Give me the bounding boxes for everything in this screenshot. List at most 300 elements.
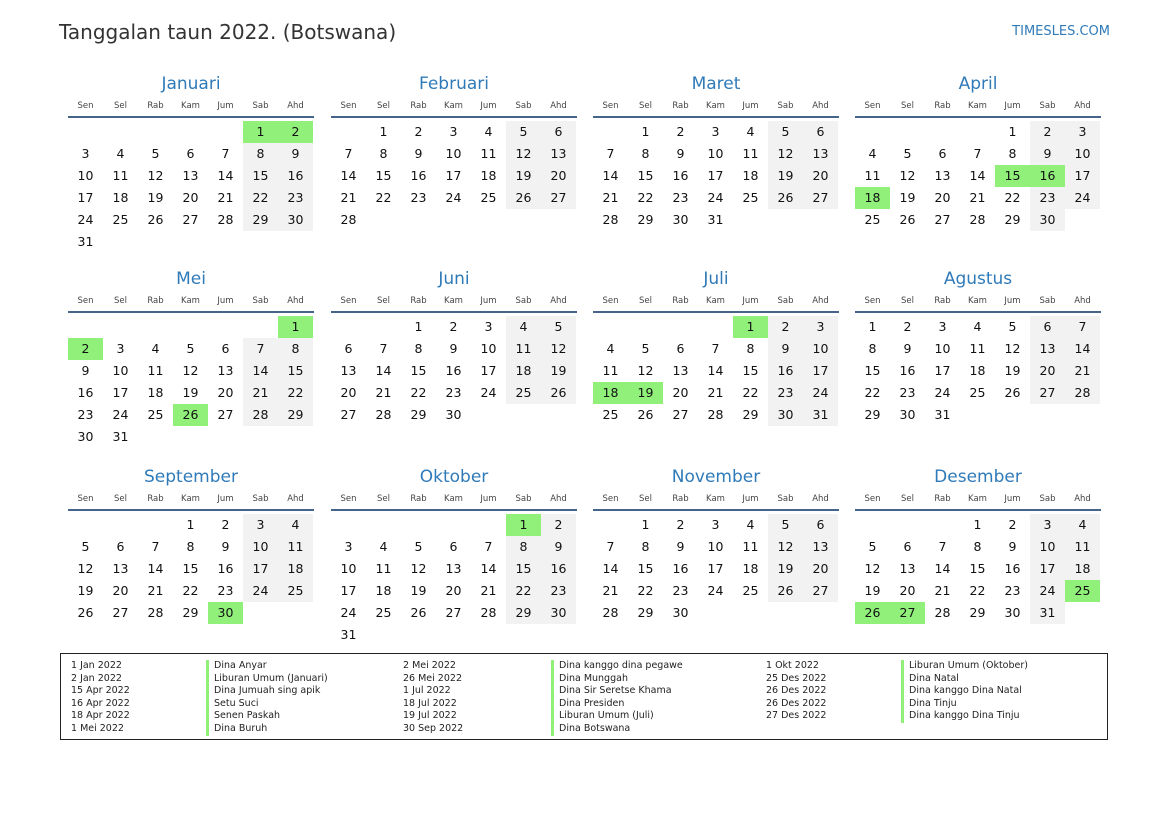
weekday-label: Sel — [377, 494, 390, 504]
day-cell: 4 — [746, 517, 755, 532]
day-cell: 26 — [637, 407, 654, 422]
day-cell: 9 — [449, 341, 458, 356]
day-cell: 4 — [151, 341, 160, 356]
day-cell: 16 — [672, 561, 689, 576]
day-cell: 12 — [637, 363, 654, 378]
weekday-label: Rab — [934, 296, 951, 306]
day-cell: 6 — [803, 121, 838, 143]
day-cell: 10 — [445, 146, 462, 161]
day-cell: 13 — [899, 561, 916, 576]
weekday-label: Sab — [515, 494, 532, 504]
day-cell: 16 — [541, 558, 576, 580]
weekday-header — [855, 296, 1101, 308]
day-cell: 27 — [934, 212, 951, 227]
weekday-label: Sel — [114, 296, 127, 306]
day-cell: 25 — [969, 385, 986, 400]
day-cell: 26 — [147, 212, 164, 227]
weekday-label: Ahd — [287, 494, 304, 504]
day-cell: 5 — [768, 514, 803, 536]
day-cell: 17 — [480, 363, 497, 378]
weekday-label: Rab — [672, 296, 689, 306]
day-cell: 18 — [147, 385, 164, 400]
day-cell: 8 — [1008, 146, 1017, 161]
holiday-legend — [60, 653, 1108, 740]
day-cell: 23 — [899, 385, 916, 400]
day-cell: 15 — [182, 561, 199, 576]
day-cell: 8 — [868, 341, 877, 356]
day-cell: 23 — [278, 187, 313, 209]
day-cell: 14 — [147, 561, 164, 576]
day-cell: 24 — [77, 212, 94, 227]
weekday-label: Sen — [602, 494, 619, 504]
day-cell: 15 — [243, 165, 278, 187]
day-cell: 11 — [278, 536, 313, 558]
day-cell: 25 — [480, 190, 497, 205]
day-cell: 4 — [973, 319, 982, 334]
day-cell: 17 — [707, 168, 724, 183]
day-cell: 19 — [410, 583, 427, 598]
holiday-day: 19 — [628, 382, 663, 404]
weekday-label: Rab — [934, 101, 951, 111]
day-cell: 28 — [480, 605, 497, 620]
day-cell: 31 — [707, 212, 724, 227]
day-cell: 28 — [602, 212, 619, 227]
day-cell: 4 — [506, 316, 541, 338]
holiday-day: 1 — [278, 316, 313, 338]
weekday-label: Rab — [147, 296, 164, 306]
day-cell: 12 — [1004, 341, 1021, 356]
holiday-date: 16 Apr 2022 — [71, 697, 130, 709]
day-cell: 22 — [506, 580, 541, 602]
weekday-label: Sab — [777, 296, 794, 306]
day-cell: 3 — [711, 517, 720, 532]
day-cell: 8 — [641, 539, 650, 554]
day-cell: 4 — [484, 124, 493, 139]
day-cell: 22 — [1004, 190, 1021, 205]
holiday-name: Dina kanggo dina pegawe — [551, 660, 683, 673]
weekday-label: Jum — [1004, 101, 1021, 111]
day-cell: 20 — [672, 385, 689, 400]
day-cell: 24 — [707, 583, 724, 598]
day-cell: 1 — [186, 517, 195, 532]
weekday-label: Jum — [480, 101, 497, 111]
day-cell: 2 — [414, 124, 423, 139]
day-cell: 19 — [147, 190, 164, 205]
day-cell: 9 — [81, 363, 90, 378]
day-cell: 18 — [969, 363, 986, 378]
day-cell: 19 — [1004, 363, 1021, 378]
day-cell: 29 — [182, 605, 199, 620]
day-cell: 20 — [340, 385, 357, 400]
day-cell: 14 — [934, 561, 951, 576]
holiday-day: 1 — [506, 514, 541, 536]
month-name: Oktober — [419, 467, 489, 487]
header-rule — [68, 116, 314, 118]
day-cell: 11 — [602, 363, 619, 378]
day-cell: 1 — [973, 517, 982, 532]
weekday-label: Sab — [777, 494, 794, 504]
day-cell: 19 — [768, 558, 803, 580]
holiday-name: Dina kanggo Dina Natal — [901, 685, 1028, 698]
day-cell: 29 — [742, 407, 759, 422]
day-cell: 14 — [375, 363, 392, 378]
day-cell: 16 — [278, 165, 313, 187]
day-cell: 16 — [445, 363, 462, 378]
month-name: Maret — [691, 74, 741, 94]
day-cell: 10 — [707, 146, 724, 161]
site-link[interactable]: TIMESLES.COM — [1012, 24, 1110, 39]
holiday-date: 1 Mei 2022 — [71, 722, 124, 734]
day-cell: 22 — [864, 385, 881, 400]
day-cell: 18 — [278, 558, 313, 580]
day-cell: 13 — [182, 168, 199, 183]
day-cell: 18 — [506, 360, 541, 382]
day-cell: 23 — [541, 580, 576, 602]
header-rule — [593, 116, 839, 118]
day-cell: 13 — [112, 561, 129, 576]
day-cell: 12 — [864, 561, 881, 576]
day-cell: 3 — [116, 341, 125, 356]
weekday-label: Ahd — [1074, 494, 1091, 504]
weekday-label: Sen — [340, 296, 357, 306]
day-cell: 23 — [672, 190, 689, 205]
weekday-header — [331, 296, 577, 308]
day-cell: 13 — [1030, 338, 1065, 360]
month-name: Juni — [438, 269, 470, 289]
day-cell: 6 — [1030, 316, 1065, 338]
day-cell: 27 — [112, 605, 129, 620]
day-cell: 26 — [768, 580, 803, 602]
weekday-label: Sen — [340, 101, 357, 111]
day-cell: 7 — [221, 146, 230, 161]
day-cell: 16 — [672, 168, 689, 183]
day-cell: 16 — [1004, 561, 1021, 576]
day-cell: 14 — [340, 168, 357, 183]
day-cell: 9 — [1008, 539, 1017, 554]
holiday-day: 2 — [278, 121, 313, 143]
day-cell: 10 — [934, 341, 951, 356]
day-cell: 29 — [1004, 212, 1021, 227]
day-cell: 13 — [803, 536, 838, 558]
weekday-label: Sab — [515, 296, 532, 306]
day-cell: 5 — [641, 341, 650, 356]
day-cell: 1 — [379, 124, 388, 139]
day-cell: 5 — [186, 341, 195, 356]
header-rule — [593, 509, 839, 511]
day-cell: 20 — [112, 583, 129, 598]
day-cell: 7 — [973, 146, 982, 161]
holiday-date: 1 Okt 2022 — [766, 660, 819, 671]
day-cell: 15 — [637, 561, 654, 576]
day-cell: 19 — [899, 190, 916, 205]
day-cell: 13 — [340, 363, 357, 378]
day-cell: 23 — [410, 190, 427, 205]
day-cell: 7 — [151, 539, 160, 554]
day-cell: 9 — [541, 536, 576, 558]
day-cell: 19 — [77, 583, 94, 598]
header-rule — [331, 311, 577, 313]
day-cell: 8 — [641, 146, 650, 161]
day-cell: 29 — [637, 212, 654, 227]
weekday-label: Sab — [1039, 101, 1056, 111]
day-cell: 23 — [1030, 187, 1065, 209]
day-cell: 30 — [672, 212, 689, 227]
day-cell: 20 — [934, 190, 951, 205]
day-cell: 30 — [278, 209, 313, 231]
day-cell: 21 — [602, 190, 619, 205]
day-cell: 25 — [112, 212, 129, 227]
holiday-day: 16 — [1030, 165, 1065, 187]
month-name: Agustus — [943, 269, 1013, 289]
day-cell: 25 — [742, 583, 759, 598]
day-cell: 16 — [410, 168, 427, 183]
day-cell: 11 — [506, 338, 541, 360]
day-cell: 9 — [676, 146, 685, 161]
weekday-header — [593, 101, 839, 113]
day-cell: 21 — [1065, 360, 1100, 382]
day-cell: 17 — [77, 190, 94, 205]
weekday-label: Jum — [217, 101, 234, 111]
day-cell: 15 — [742, 363, 759, 378]
weekday-label: Jum — [480, 494, 497, 504]
day-cell: 5 — [506, 121, 541, 143]
day-cell: 25 — [864, 212, 881, 227]
header-rule — [331, 509, 577, 511]
day-cell: 3 — [711, 124, 720, 139]
weekday-label: Sen — [77, 494, 94, 504]
weekday-label: Sel — [639, 494, 652, 504]
day-cell: 3 — [1030, 514, 1065, 536]
holiday-day: 25 — [1065, 580, 1100, 602]
day-cell: 11 — [1065, 536, 1100, 558]
day-cell: 20 — [803, 165, 838, 187]
day-cell: 26 — [506, 187, 541, 209]
day-cell: 18 — [742, 168, 759, 183]
day-cell: 9 — [903, 341, 912, 356]
day-cell: 11 — [864, 168, 881, 183]
legend-dates — [766, 660, 826, 723]
day-cell: 28 — [1065, 382, 1100, 404]
day-cell: 2 — [768, 316, 803, 338]
weekday-label: Jum — [217, 296, 234, 306]
weekday-label: Rab — [672, 494, 689, 504]
holiday-name: Setu Suci — [206, 698, 328, 711]
day-cell: 24 — [803, 382, 838, 404]
day-cell: 13 — [672, 363, 689, 378]
weekday-label: Jum — [217, 494, 234, 504]
holiday-name: Dina Buruh — [206, 723, 328, 736]
day-cell: 20 — [445, 583, 462, 598]
legend-dates — [403, 660, 463, 736]
month-name: Februari — [419, 74, 489, 94]
day-cell: 8 — [186, 539, 195, 554]
day-cell: 22 — [742, 385, 759, 400]
day-cell: 26 — [768, 187, 803, 209]
weekday-label: Sab — [777, 101, 794, 111]
day-cell: 4 — [746, 124, 755, 139]
weekday-label: Kam — [181, 494, 200, 504]
day-cell: 20 — [541, 165, 576, 187]
day-cell: 2 — [221, 517, 230, 532]
day-cell: 13 — [803, 143, 838, 165]
day-cell: 31 — [803, 404, 838, 426]
day-cell: 28 — [707, 407, 724, 422]
header-rule — [593, 311, 839, 313]
weekday-label: Kam — [181, 296, 200, 306]
day-cell: 12 — [410, 561, 427, 576]
day-cell: 2 — [449, 319, 458, 334]
day-cell: 26 — [1004, 385, 1021, 400]
day-cell: 7 — [243, 338, 278, 360]
day-cell: 11 — [742, 539, 759, 554]
day-cell: 18 — [112, 190, 129, 205]
holiday-name: Dina Sir Seretse Khama — [551, 685, 683, 698]
day-cell: 27 — [445, 605, 462, 620]
day-cell: 10 — [1065, 143, 1100, 165]
day-cell: 1 — [641, 124, 650, 139]
day-cell: 28 — [969, 212, 986, 227]
day-cell: 27 — [1030, 382, 1065, 404]
day-cell: 12 — [768, 143, 803, 165]
weekday-label: Kam — [706, 494, 725, 504]
day-cell: 13 — [934, 168, 951, 183]
month-name: Juli — [703, 269, 729, 289]
day-cell: 6 — [221, 341, 230, 356]
day-cell: 29 — [278, 404, 313, 426]
day-cell: 8 — [243, 143, 278, 165]
weekday-label: Ahd — [812, 494, 829, 504]
day-cell: 18 — [480, 168, 497, 183]
day-cell: 5 — [81, 539, 90, 554]
day-cell: 15 — [506, 558, 541, 580]
day-cell: 14 — [707, 363, 724, 378]
holiday-day: 18 — [593, 382, 628, 404]
weekday-header — [855, 101, 1101, 113]
weekday-header — [68, 296, 314, 308]
day-cell: 4 — [379, 539, 388, 554]
holiday-date: 26 Des 2022 — [766, 685, 827, 697]
day-cell: 22 — [410, 385, 427, 400]
day-cell: 22 — [243, 187, 278, 209]
header-rule — [68, 509, 314, 511]
weekday-label: Kam — [968, 296, 987, 306]
weekday-label: Sen — [77, 101, 94, 111]
holiday-day: 1 — [733, 316, 768, 338]
day-cell: 20 — [1030, 360, 1065, 382]
day-cell: 21 — [375, 385, 392, 400]
day-cell: 19 — [541, 360, 576, 382]
day-cell: 17 — [1065, 165, 1100, 187]
day-cell: 16 — [217, 561, 234, 576]
day-cell: 9 — [278, 143, 313, 165]
day-cell: 6 — [344, 341, 353, 356]
day-cell: 8 — [746, 341, 755, 356]
holiday-date: 19 Jul 2022 — [403, 710, 457, 722]
day-cell: 27 — [541, 187, 576, 209]
holiday-date: 26 Mei 2022 — [403, 672, 462, 684]
day-cell: 21 — [243, 382, 278, 404]
day-cell: 20 — [217, 385, 234, 400]
day-cell: 7 — [484, 539, 493, 554]
day-cell: 30 — [541, 602, 576, 624]
day-cell: 30 — [77, 429, 94, 444]
day-cell: 3 — [938, 319, 947, 334]
day-cell: 29 — [410, 407, 427, 422]
day-cell: 29 — [506, 602, 541, 624]
day-cell: 29 — [243, 209, 278, 231]
day-cell: 1 — [641, 517, 650, 532]
day-cell: 17 — [707, 561, 724, 576]
day-cell: 18 — [1065, 558, 1100, 580]
day-cell: 10 — [480, 341, 497, 356]
day-cell: 14 — [243, 360, 278, 382]
weekday-header — [855, 494, 1101, 506]
day-cell: 25 — [375, 605, 392, 620]
day-cell: 30 — [1004, 605, 1021, 620]
day-cell: 22 — [637, 583, 654, 598]
page-title: Tanggalan taun 2022. (Botswana) — [59, 20, 397, 44]
day-cell: 6 — [938, 146, 947, 161]
header-rule — [855, 509, 1101, 511]
day-cell: 12 — [182, 363, 199, 378]
weekday-label: Sel — [901, 296, 914, 306]
day-cell: 3 — [484, 319, 493, 334]
holiday-date: 2 Jan 2022 — [71, 672, 122, 684]
weekday-label: Ahd — [550, 101, 567, 111]
day-cell: 23 — [445, 385, 462, 400]
day-cell: 7 — [938, 539, 947, 554]
weekday-label: Sab — [252, 296, 269, 306]
day-cell: 30 — [672, 605, 689, 620]
weekday-label: Sen — [340, 494, 357, 504]
weekday-label: Kam — [706, 296, 725, 306]
day-cell: 14 — [602, 561, 619, 576]
day-cell: 28 — [602, 605, 619, 620]
day-cell: 30 — [445, 407, 462, 422]
day-cell: 7 — [606, 146, 615, 161]
day-cell: 29 — [864, 407, 881, 422]
day-cell: 21 — [480, 583, 497, 598]
weekday-label: Jum — [742, 296, 759, 306]
day-cell: 22 — [637, 190, 654, 205]
holiday-name: Dina Munggah — [551, 673, 683, 686]
weekday-label: Sab — [1039, 494, 1056, 504]
day-cell: 23 — [672, 583, 689, 598]
legend-dates — [71, 660, 130, 736]
day-cell: 18 — [742, 561, 759, 576]
day-cell: 13 — [445, 561, 462, 576]
day-cell: 29 — [969, 605, 986, 620]
weekday-label: Sel — [639, 101, 652, 111]
month-name: Mei — [176, 269, 206, 289]
day-cell: 11 — [969, 341, 986, 356]
day-cell: 9 — [676, 539, 685, 554]
day-cell: 9 — [768, 338, 803, 360]
day-cell: 21 — [602, 583, 619, 598]
holiday-name: Liburan Umum (Januari) — [206, 673, 328, 686]
day-cell: 1 — [414, 319, 423, 334]
day-cell: 13 — [217, 363, 234, 378]
day-cell: 22 — [969, 583, 986, 598]
day-cell: 28 — [934, 605, 951, 620]
weekday-label: Rab — [147, 101, 164, 111]
weekday-label: Sel — [377, 296, 390, 306]
day-cell: 6 — [903, 539, 912, 554]
day-cell: 17 — [803, 360, 838, 382]
day-cell: 10 — [1030, 536, 1065, 558]
day-cell: 24 — [243, 580, 278, 602]
weekday-label: Sel — [901, 101, 914, 111]
